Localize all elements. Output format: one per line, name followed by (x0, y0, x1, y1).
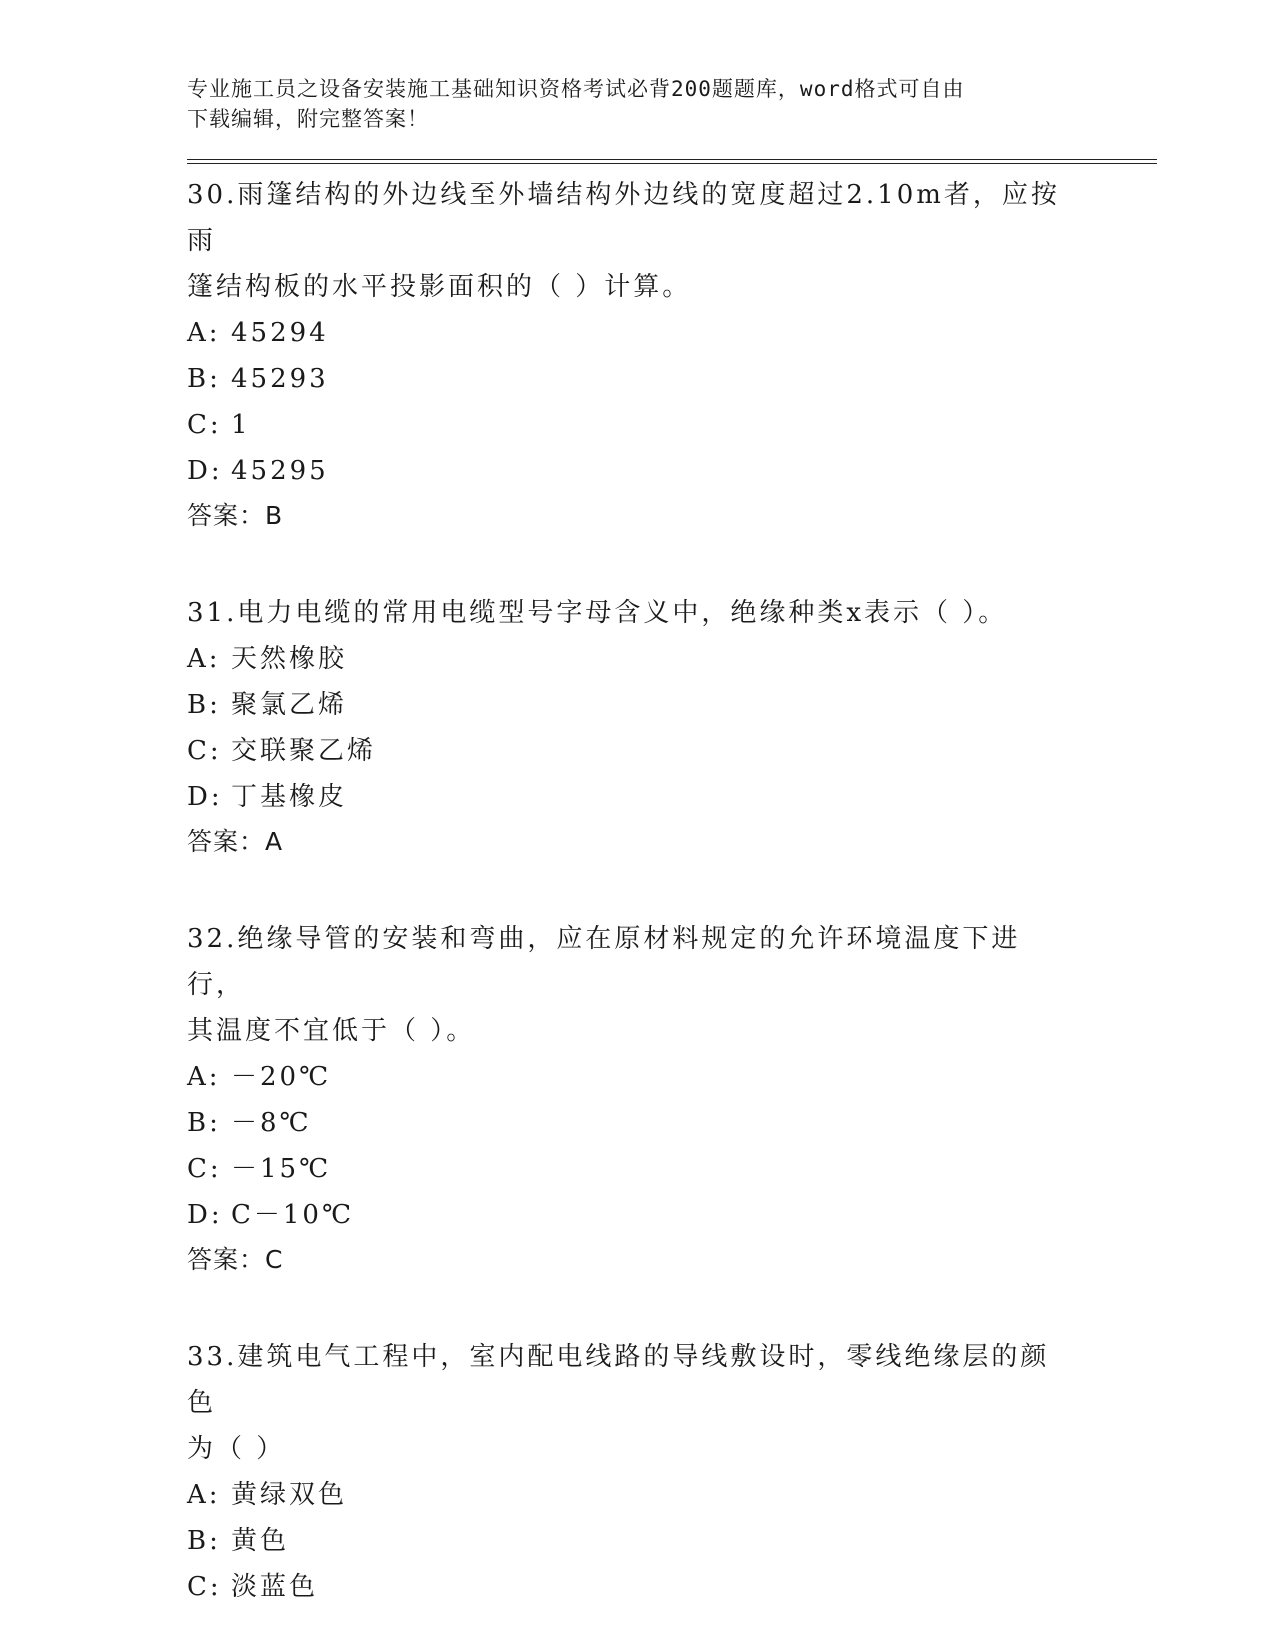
option-letter: C: (187, 1154, 222, 1184)
option-letter: B: (187, 1526, 221, 1556)
document-page (187, 74, 1157, 1610)
question-text-line-1: 32.绝缘导管的安装和弯曲，应在原材料规定的允许环境温度下进行， (187, 924, 1021, 1000)
option-d (187, 774, 1157, 820)
option-b (187, 682, 1157, 728)
option-letter: C: (187, 1572, 222, 1602)
answer-label: 答案：C (187, 1245, 284, 1274)
spacer (187, 538, 1157, 582)
question-text-line-2: 为（ ） (187, 1434, 286, 1464)
option-b (187, 356, 1157, 402)
option-letter: A: (187, 318, 221, 348)
header-line-1: 专业施工员之设备安装施工基础知识资格考试必背200题题库，word格式可自由 (187, 77, 965, 101)
option-a (187, 1472, 1157, 1518)
option-text: 交联聚乙烯 (231, 736, 377, 766)
option-letter: C: (187, 410, 222, 440)
question-33 (187, 1334, 1157, 1610)
answer-label: 答案：A (187, 827, 284, 856)
option-letter: B: (187, 1108, 221, 1138)
spacer (187, 864, 1157, 908)
option-b (187, 1518, 1157, 1564)
header-line-2: 下载编辑，附完整答案！ (187, 107, 429, 131)
option-text: 天然橡胶 (231, 644, 348, 674)
question-text-line-1: 30.雨篷结构的外边线至外墙结构外边线的宽度超过2.10m者，应按雨 (187, 180, 1060, 256)
option-c (187, 402, 1157, 448)
question-text-line-2: 篷结构板的水平投影面积的（ ）计算。 (187, 272, 692, 302)
option-letter: A: (187, 1062, 221, 1092)
option-text: C－10℃ (231, 1200, 355, 1230)
option-text: 聚氯乙烯 (231, 690, 348, 720)
option-letter: D: (187, 782, 223, 812)
option-text: －20℃ (231, 1062, 332, 1092)
option-text: 1 (231, 410, 251, 440)
option-text: 丁基橡皮 (231, 782, 348, 812)
option-text: 45293 (231, 364, 329, 394)
option-a (187, 1054, 1157, 1100)
option-c (187, 728, 1157, 774)
document-header (187, 74, 1067, 134)
option-text: 淡蓝色 (231, 1572, 319, 1602)
option-letter: B: (187, 690, 221, 720)
option-a (187, 310, 1157, 356)
option-text: 45295 (231, 456, 329, 486)
option-b (187, 1100, 1157, 1146)
question-30 (187, 172, 1157, 538)
header-double-rule (187, 159, 1157, 164)
option-text: 黄色 (231, 1526, 290, 1556)
option-text: －15℃ (231, 1154, 332, 1184)
option-letter: D: (187, 456, 223, 486)
option-text: 45294 (231, 318, 329, 348)
option-c (187, 1146, 1157, 1192)
option-letter: C: (187, 736, 222, 766)
option-letter: A: (187, 644, 221, 674)
option-letter: A: (187, 1480, 221, 1510)
option-text: －8℃ (231, 1108, 312, 1138)
question-31 (187, 590, 1157, 864)
question-32 (187, 916, 1157, 1282)
option-letter: D: (187, 1200, 223, 1230)
question-text-line-1: 31.电力电缆的常用电缆型号字母含义中，绝缘种类x表示（ ）。 (187, 598, 1008, 628)
question-text-line-1: 33.建筑电气工程中，室内配电线路的导线敷设时，零线绝缘层的颜色 (187, 1342, 1050, 1418)
question-text-line-2: 其温度不宜低于（ ）。 (187, 1016, 476, 1046)
spacer (187, 1282, 1157, 1326)
option-d (187, 1192, 1157, 1238)
option-letter: B: (187, 364, 221, 394)
option-text: 黄绿双色 (231, 1480, 348, 1510)
option-a (187, 636, 1157, 682)
option-d (187, 448, 1157, 494)
option-c (187, 1564, 1157, 1610)
answer-label: 答案：B (187, 501, 284, 530)
